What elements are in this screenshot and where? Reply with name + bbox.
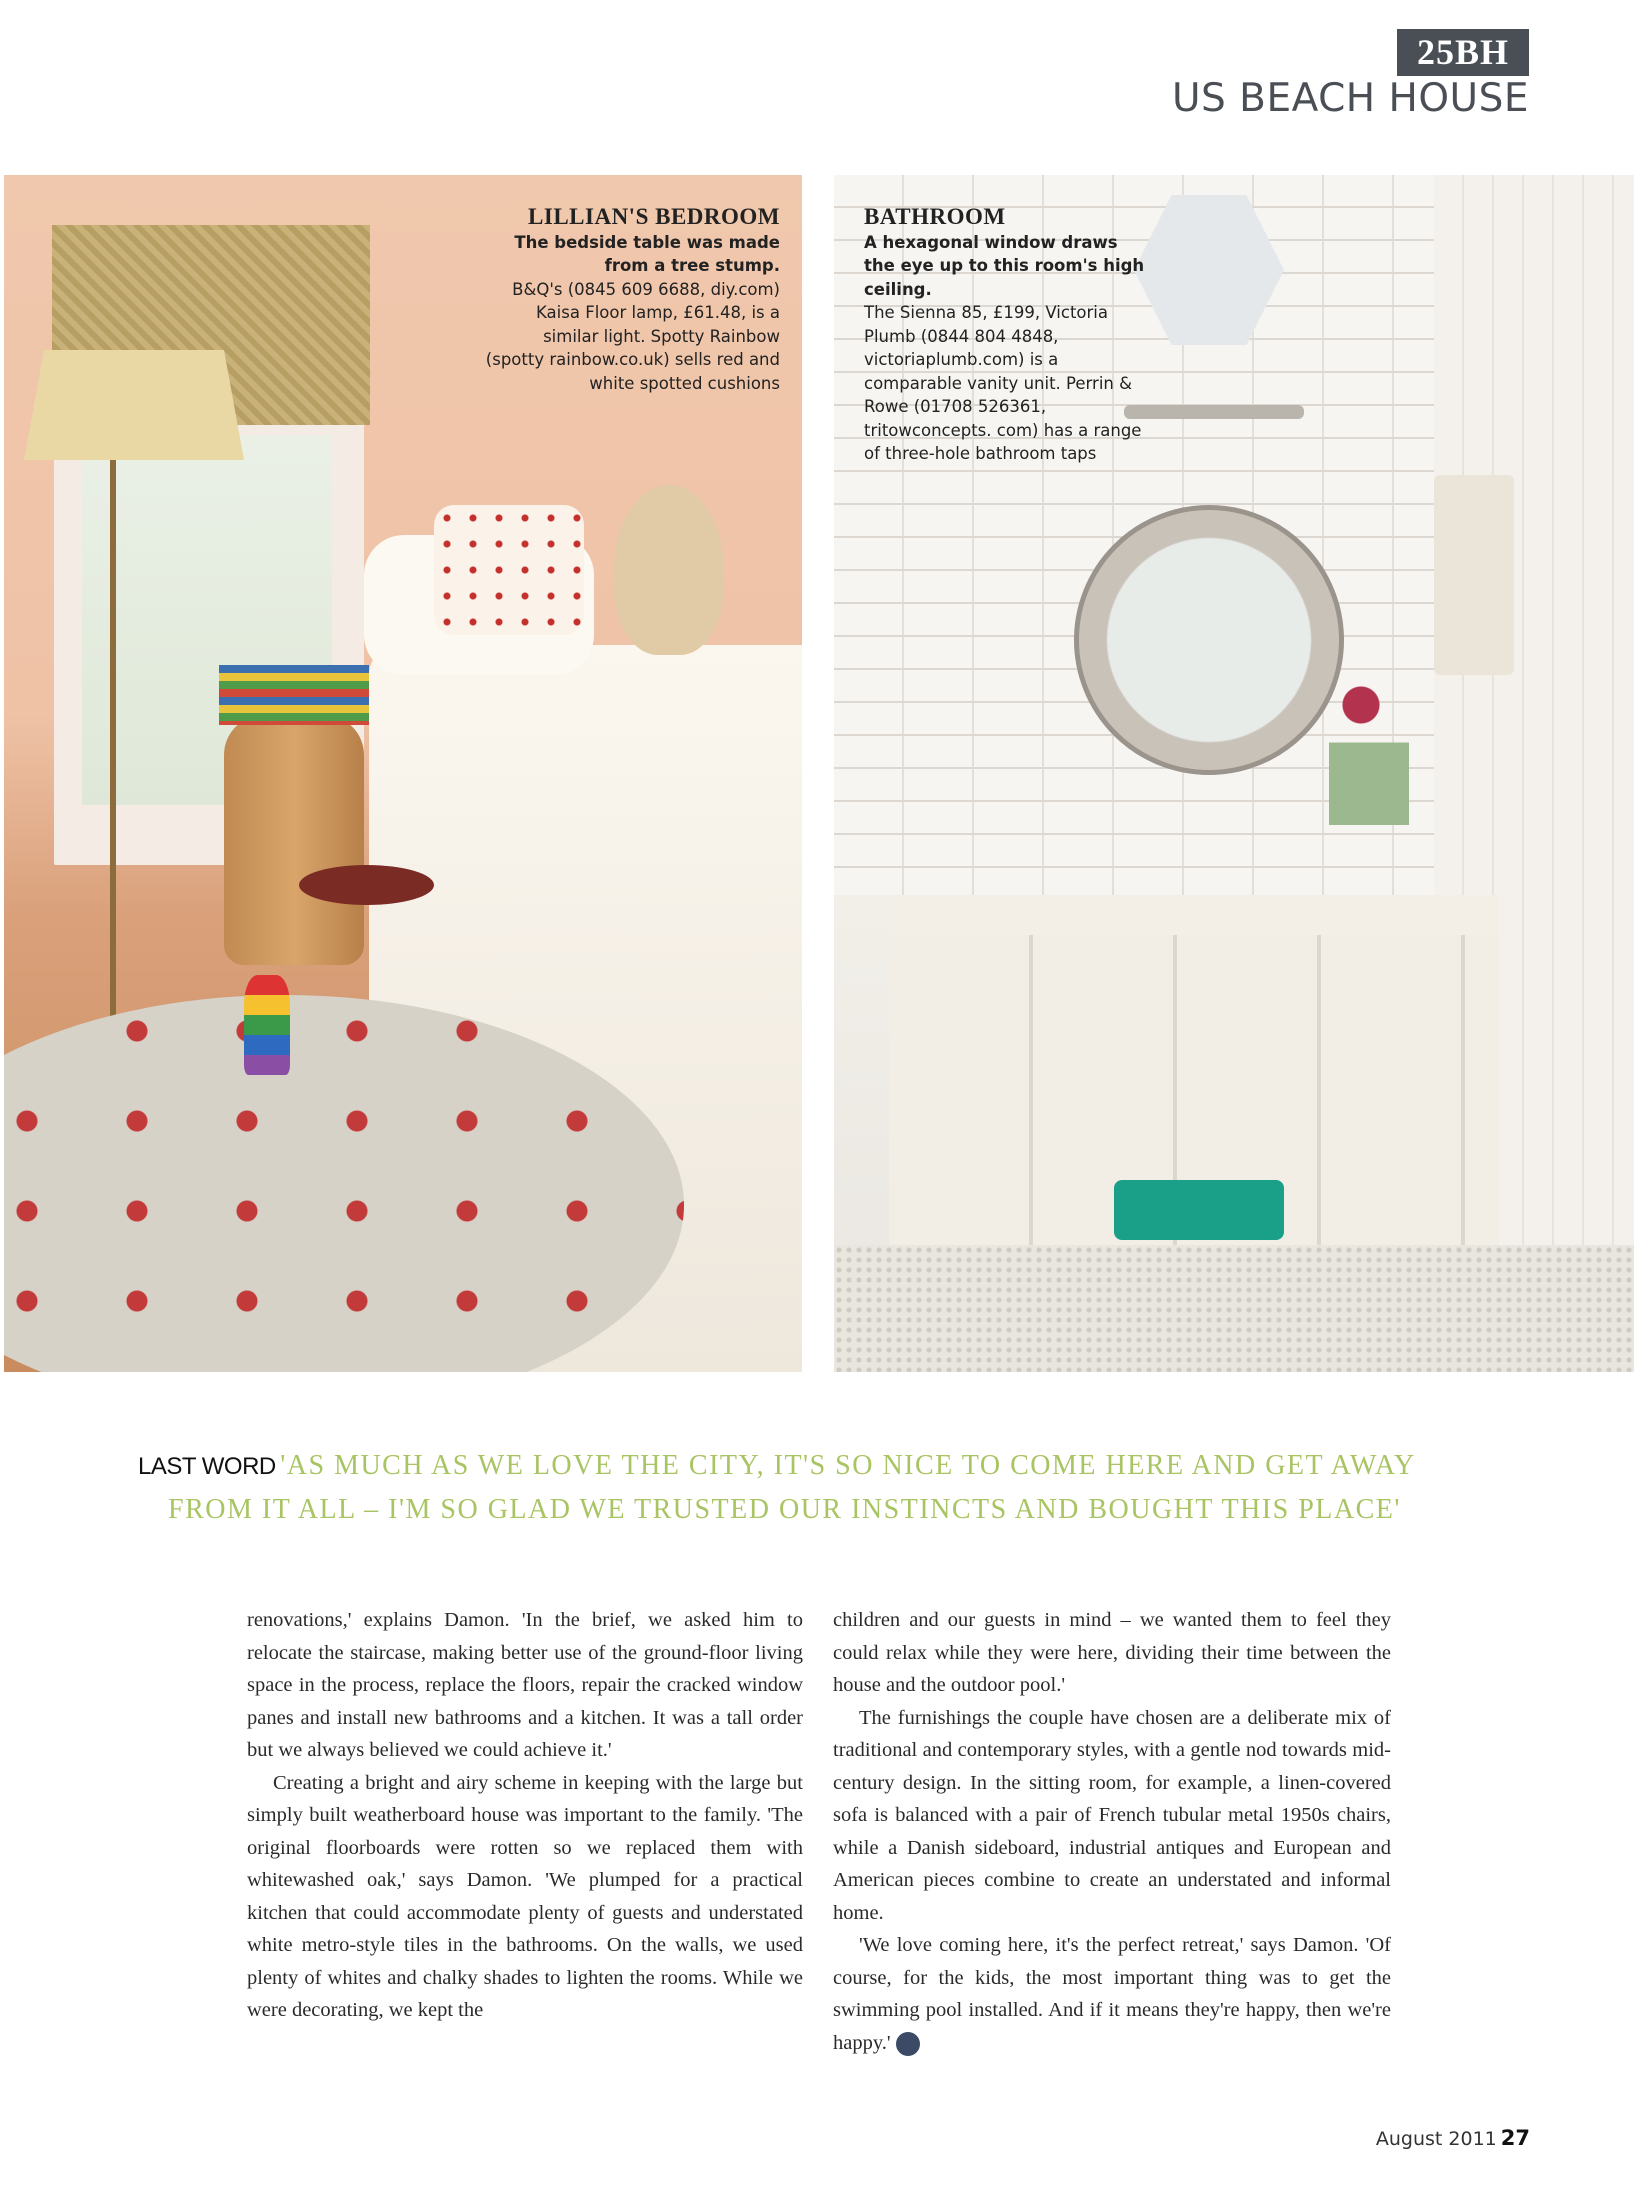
towel: [1434, 475, 1514, 675]
page-number: 27: [1500, 2126, 1530, 2150]
paragraph-final: [833, 1929, 1391, 2059]
round-mirror: [1074, 505, 1344, 775]
quote-line-1: [138, 1450, 1416, 1482]
red-stool: [299, 865, 434, 905]
caption-lead: A hexagonal window draws the eye up to this room's high ceiling.: [864, 232, 1145, 299]
caption-heading: BATHROOM: [864, 204, 1006, 229]
lamp-pole: [110, 460, 116, 1080]
article-column-right: [833, 1604, 1391, 2059]
end-mark-icon: H: [896, 2032, 920, 2056]
lamp-shade: [24, 350, 244, 460]
toy-sheep: [614, 485, 724, 655]
mosaic-floor: [834, 1245, 1634, 1372]
caption-lead: The bedside table was made from a tree stump.: [514, 232, 780, 275]
caption-heading: LILLIAN'S BEDROOM: [528, 204, 780, 229]
spotted-cushion: [434, 505, 584, 635]
section-title: US BEACH HOUSE: [1171, 76, 1529, 121]
folio: [1376, 2126, 1530, 2150]
caption-body: The Sienna 85, £199, Victoria Plumb (0844 804 4848, victoriaplumb.com) is a comparable vanity unit. Perrin & Rowe (01708 526361, tritowconcepts. com) has a range of three-hole bathroom taps: [864, 303, 1142, 463]
bathroom-photo: [834, 175, 1634, 1372]
book-stack: [219, 665, 369, 725]
stacking-toy: [244, 975, 290, 1075]
stump-table: [224, 715, 364, 965]
paragraph: The furnishings the couple have chosen are a deliberate mix of traditional and contemporary styles, with a gentle nod towards mid-century design. In the sitting room, for example, a linen-covered sofa is balanced with a pair of French tubular metal 1950s chairs, while a Danish sideboard, industrial antiques and European and American pieces combine to create an understated and informal home.: [833, 1706, 1391, 1924]
paragraph: children and our guests in mind – we wanted them to feel they could relax while they were here, dividing their time between the house and the outdoor pool.': [833, 1609, 1391, 1696]
vanity-top: [889, 895, 1499, 935]
article-column-left: [247, 1604, 803, 2027]
quote-text-1: 'AS MUCH AS WE LOVE THE CITY, IT'S SO NICE TO COME HERE AND GET AWAY: [280, 1450, 1416, 1481]
caption-body: B&Q's (0845 609 6688, diy.com) Kaisa Floor lamp, £61.48, is a similar light. Spotty Rainbow (spotty rainbow.co.uk) sells red and white spotted cushions: [485, 279, 780, 393]
paragraph: renovations,' explains Damon. 'In the brief, we asked him to relocate the staircase, making better use of the ground-floor living space in the process, replace the floors, repair the cracked window panes and install new bathrooms and a kitchen. It was a tall order but we always believed we could achieve it.': [247, 1609, 803, 1761]
bedroom-caption: [484, 205, 780, 395]
paragraph: Creating a bright and airy scheme in keeping with the large but simply built weatherboard house was important to the family. 'The original floorboards were rotten so we replaced them with whitewashed oak,' says Damon. 'We plumped for a practical kitchen that could accommodate plenty of guests and understated white metro-style tiles in the bathrooms. On the walls, we used plenty of whites and chalky shades to lighten the rooms. While we were decorating, we kept the: [247, 1771, 803, 2021]
last-word-label: LAST WORD: [138, 1453, 276, 1480]
flower-vase: [1329, 675, 1409, 825]
section-badge: 25BH: [1397, 29, 1529, 76]
issue-date: August 2011: [1375, 2128, 1497, 2150]
bedroom-photo: [4, 175, 802, 1372]
green-stool: [1114, 1180, 1284, 1240]
bathroom-caption: [864, 205, 1154, 466]
paragraph-text: 'We love coming here, it's the perfect retreat,' says Damon. 'Of course, for the kids, the most important thing was to get the swimming pool installed. And if it means they're happy, then we're happy.': [833, 1934, 1391, 2054]
quote-line-2: FROM IT ALL – I'M SO GLAD WE TRUSTED OUR INSTINCTS AND BOUGHT THIS PLACE': [168, 1494, 1401, 1525]
